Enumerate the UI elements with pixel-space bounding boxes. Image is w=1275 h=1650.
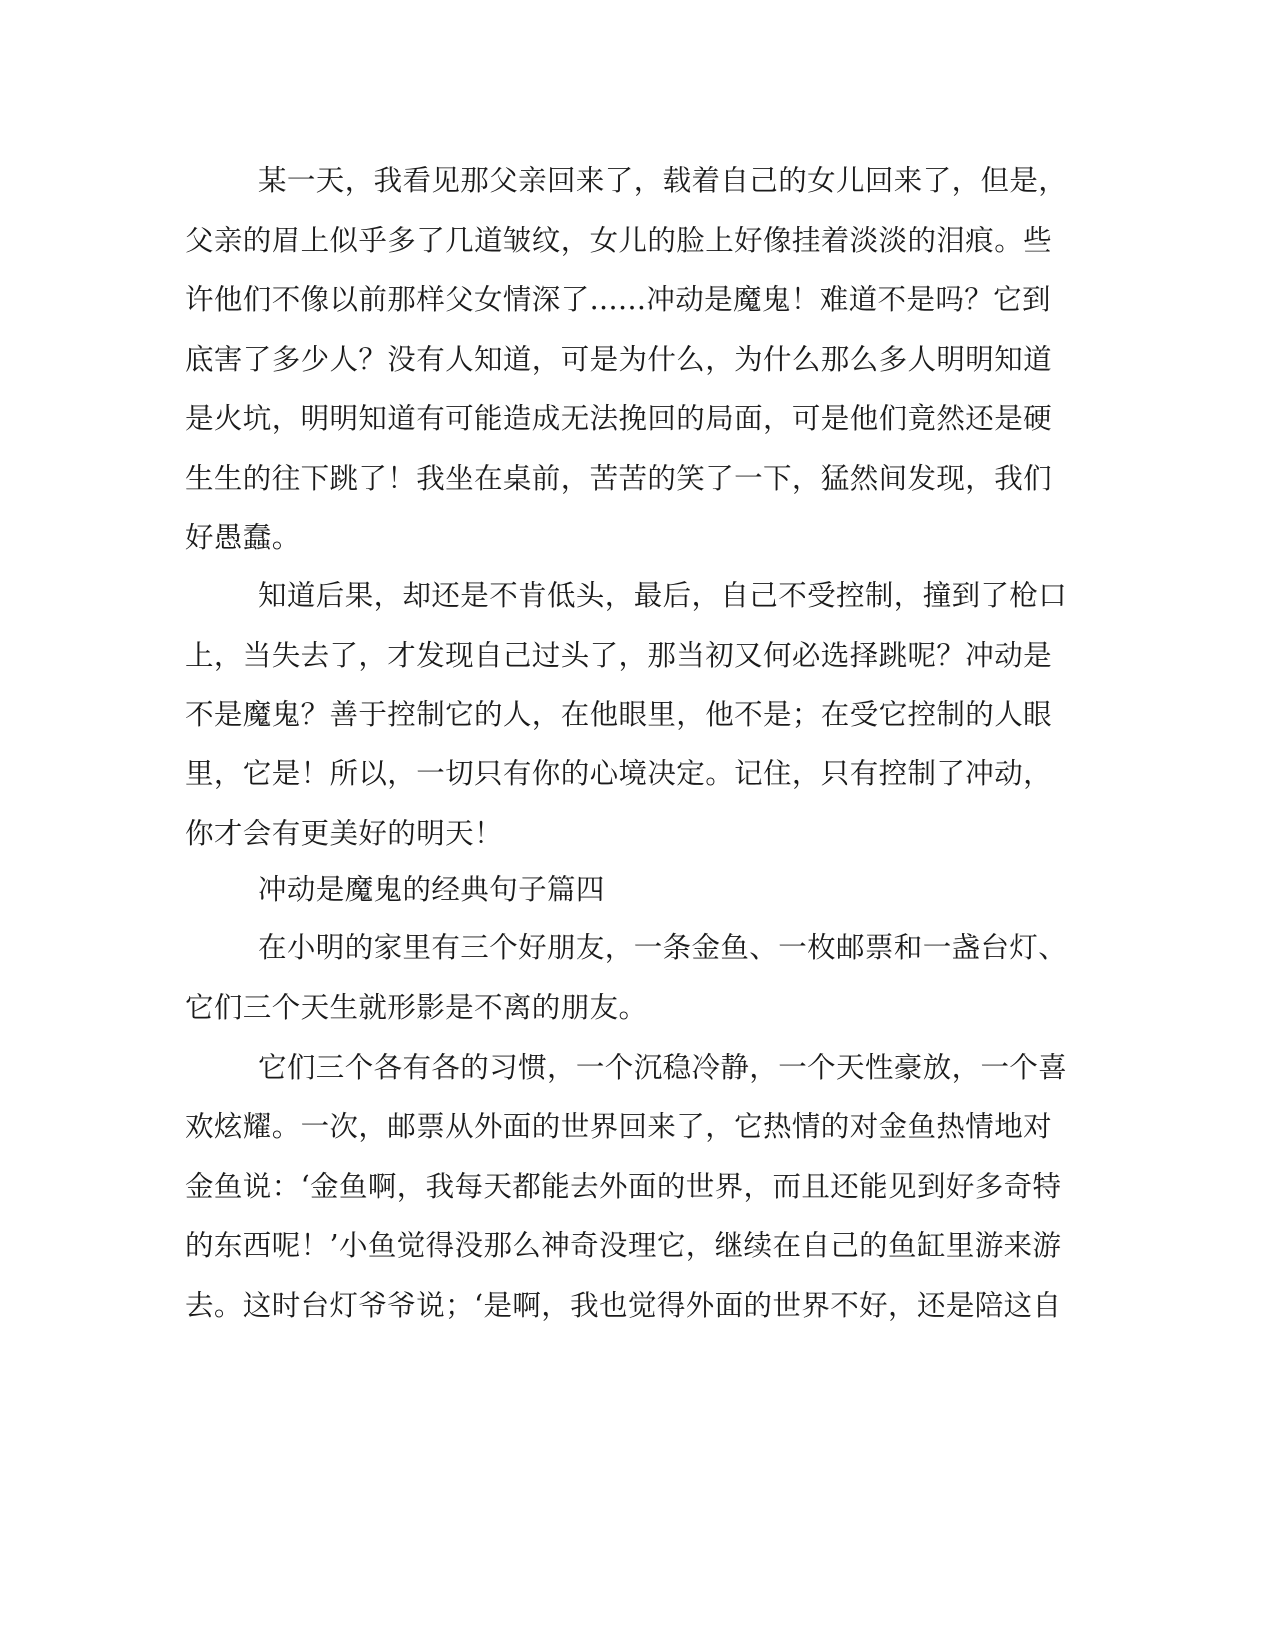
text-line: 上，当失去了，才发现自己过头了，那当初又何必选择跳呢？冲动是 (185, 639, 1053, 672)
text-line: 底害了多少人？没有人知道，可是为什么，为什么那么多人明明知道 (185, 343, 1053, 376)
text-line: 生生的往下跳了！我坐在桌前，苦苦的笑了一下，猛然间发现，我们 (185, 462, 1053, 495)
section-heading: 冲动是魔鬼的经典句子篇四 (258, 873, 605, 906)
text-line: 你才会有更美好的明天！ (185, 817, 503, 850)
text-line: 是火坑，明明知道有可能造成无法挽回的局面，可是他们竟然还是硬 (185, 402, 1053, 435)
text-line: 某一天，我看见那父亲回来了，载着自己的女儿回来了，但是， (258, 164, 1068, 197)
text-line: 的东西呢！’小鱼觉得没那么神奇没理它，继续在自己的鱼缸里游来游 (185, 1229, 1062, 1262)
text-line: 许他们不像以前那样父女情深了......冲动是魔鬼！难道不是吗？它到 (185, 283, 1051, 316)
text-line: 它们三个天生就形影是不离的朋友。 (185, 991, 648, 1024)
text-line: 它们三个各有各的习惯，一个沉稳冷静，一个天性豪放，一个喜 (258, 1051, 1068, 1084)
text-line: 金鱼说：‘金鱼啊，我每天都能去外面的世界，而且还能见到好多奇特 (185, 1170, 1062, 1203)
text-line: 父亲的眉上似乎多了几道皱纹，女儿的脸上好像挂着淡淡的泪痕。些 (185, 224, 1053, 257)
text-line: 知道后果，却还是不肯低头，最后，自己不受控制，撞到了枪口 (258, 579, 1068, 612)
text-line: 好愚蠢。 (185, 521, 301, 554)
text-line: 欢炫耀。一次，邮票从外面的世界回来了，它热情的对金鱼热情地对 (185, 1110, 1053, 1143)
text-line: 去。这时台灯爷爷说；‘是啊，我也觉得外面的世界不好，还是陪这自 (185, 1289, 1062, 1322)
text-line: 不是魔鬼？善于控制它的人，在他眼里，他不是；在受它控制的人眼 (185, 698, 1053, 731)
text-line: 在小明的家里有三个好朋友，一条金鱼、一枚邮票和一盏台灯、 (258, 931, 1068, 964)
text-line: 里，它是！所以，一切只有你的心境决定。记住，只有控制了冲动， (185, 757, 1053, 790)
